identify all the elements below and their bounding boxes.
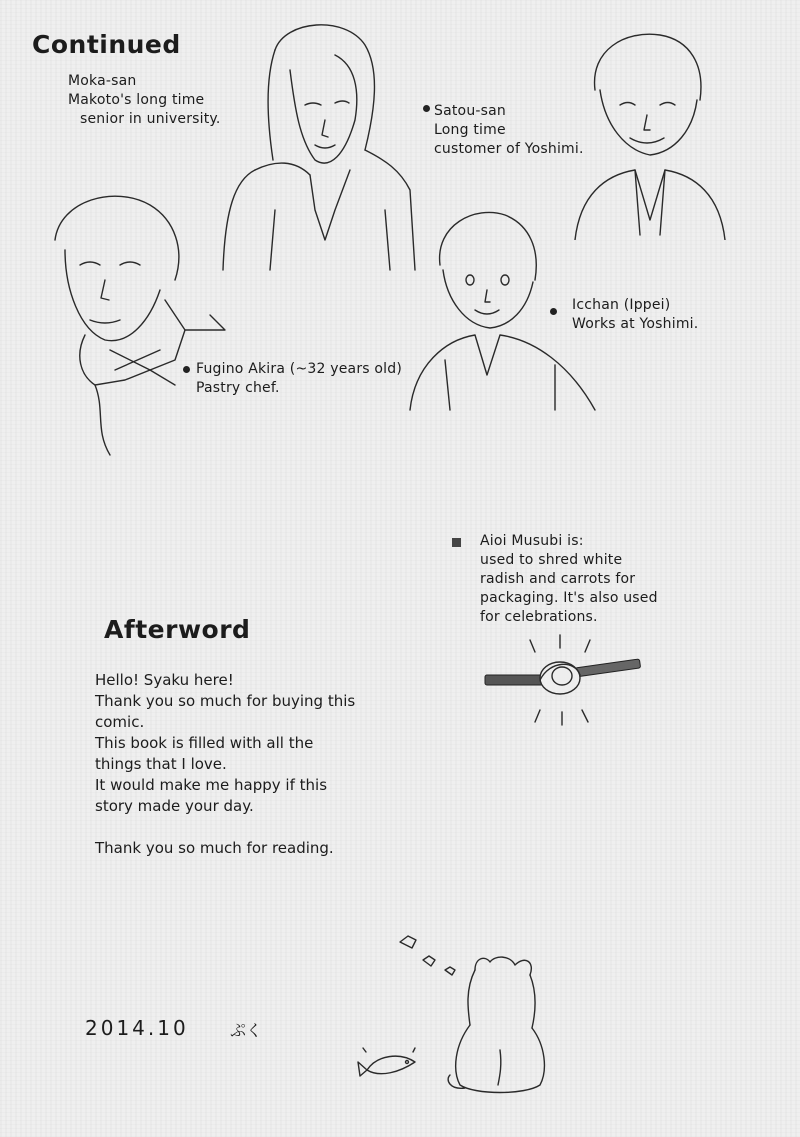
fugino-name: Fugino Akira (~32 years old) — [196, 361, 403, 377]
icchan-name: Icchan (Ippei) — [572, 297, 671, 313]
portrait-icchan-icon — [405, 200, 600, 415]
aioi-title: Aioi Musubi is: — [480, 533, 584, 549]
satou-desc-2: customer of Yoshimi. — [434, 141, 584, 157]
fish-icon — [355, 1040, 425, 1085]
aioi-knot-icon — [480, 630, 650, 730]
portrait-moka-icon — [215, 10, 420, 275]
aioi-desc-2: radish and carrots for — [480, 571, 636, 587]
dog-icon — [440, 950, 555, 1100]
icchan-bullet — [550, 308, 557, 315]
satou-desc-1: Long time — [434, 122, 506, 138]
afterword-body: Hello! Syaku here! Thank you so much for buying this comic. This book is filled with all the things that I love. It would make me happy if this story made your day. Thank you so much for reading. — [95, 671, 356, 857]
afterword-heading: Afterword — [104, 615, 251, 644]
aioi-desc-3: packaging. It's also used — [480, 590, 658, 606]
fugino-desc-1: Pastry chef. — [196, 380, 280, 396]
aioi-desc-4: for celebrations. — [480, 609, 598, 625]
footer-signature: ぷく — [230, 1021, 263, 1040]
moka-desc-1: Makoto's long time — [68, 92, 205, 108]
footer-date: 2014.10 — [85, 1016, 189, 1040]
moka-name: Moka-san — [68, 73, 137, 89]
icchan-desc-1: Works at Yoshimi. — [572, 316, 699, 332]
satou-name: Satou-san — [434, 103, 506, 119]
aioi-bullet — [452, 538, 461, 547]
fugino-bullet — [183, 366, 190, 373]
portrait-fugino-icon — [35, 180, 230, 465]
aioi-desc-1: used to shred white — [480, 552, 623, 568]
moka-desc-2: senior in university. — [80, 111, 221, 127]
continued-heading: Continued — [32, 30, 181, 59]
satou-bullet — [423, 105, 430, 112]
